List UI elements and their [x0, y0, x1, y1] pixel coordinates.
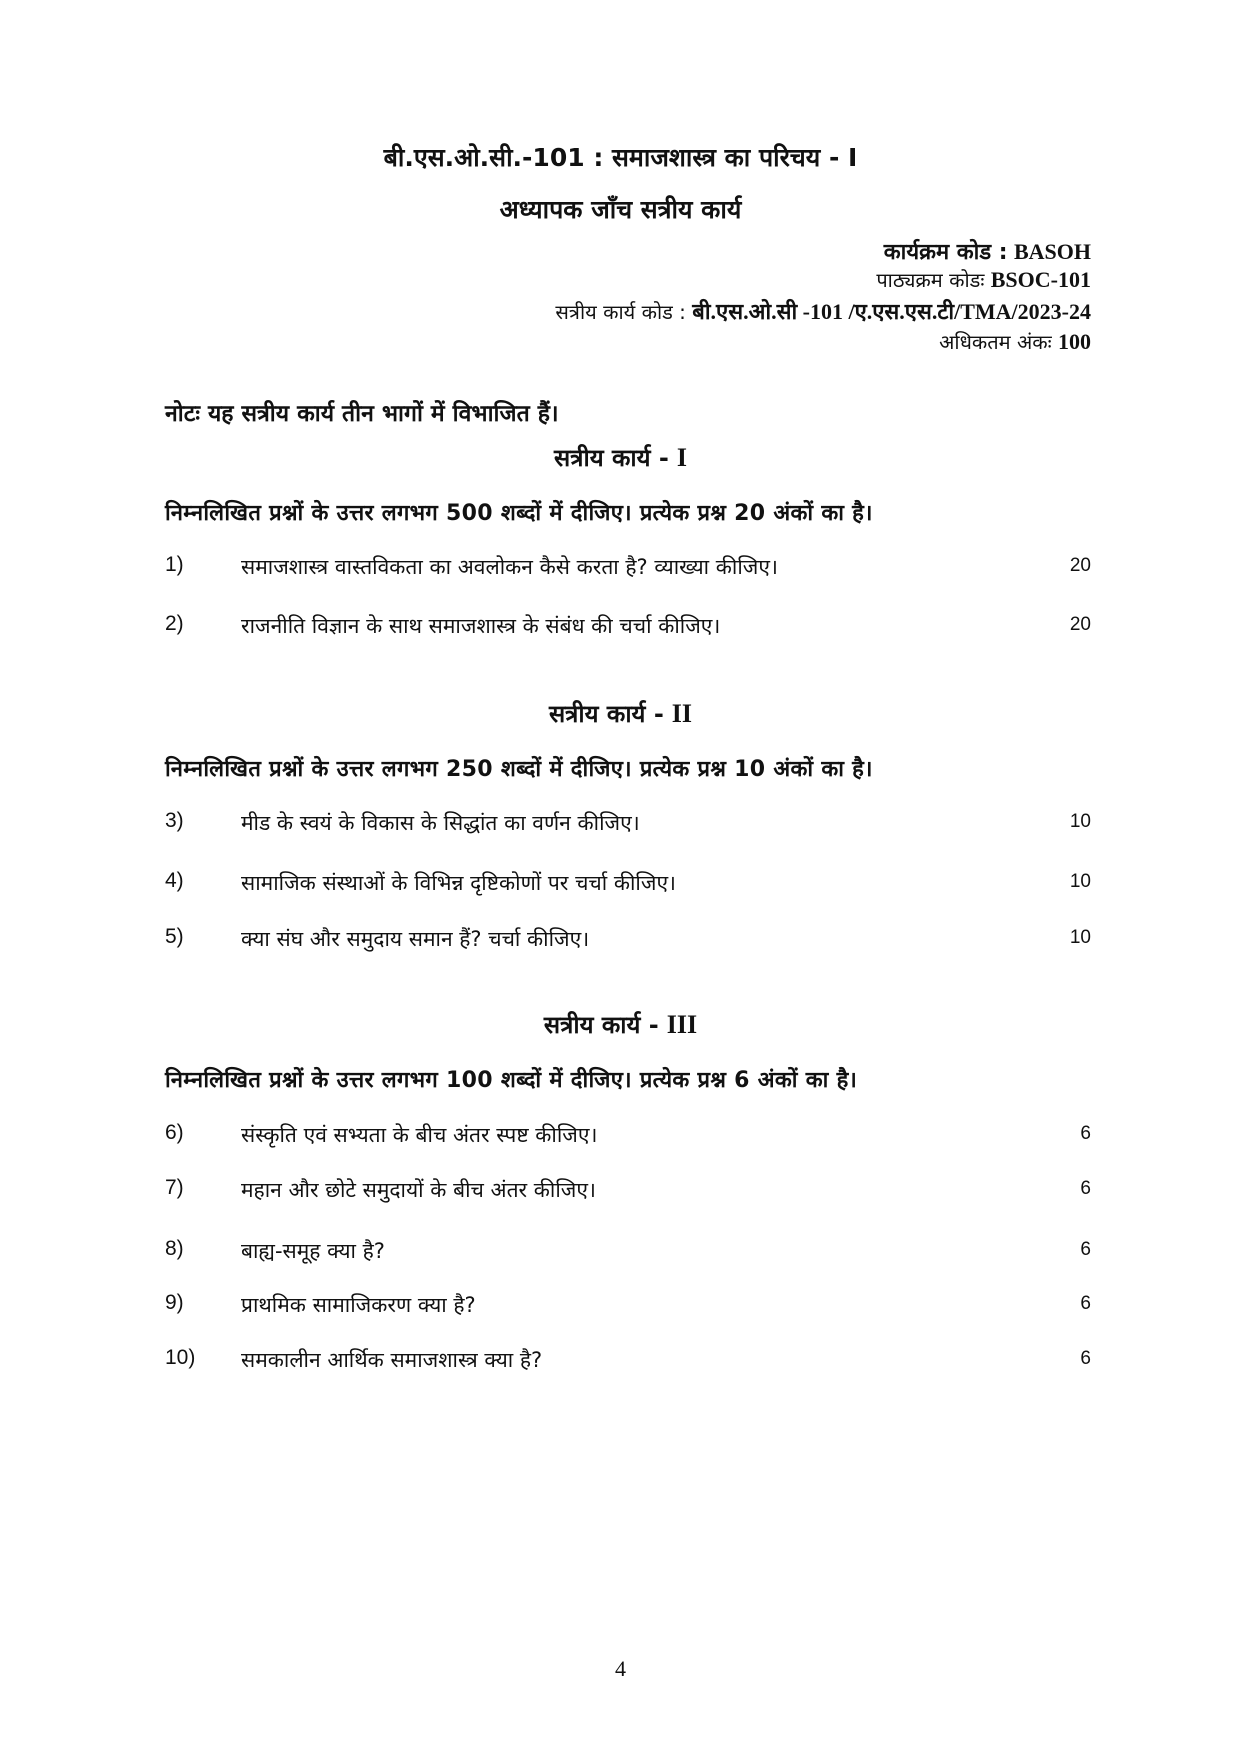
question-text: संस्कृति एवं सभ्यता के बीच अंतर स्पष्ट कीजिए। — [241, 1123, 598, 1147]
question-row — [165, 1176, 1091, 1208]
programme-code-label: कार्यक्रम कोड : — [883, 240, 1008, 265]
section-roman: III — [666, 1010, 698, 1039]
question-row — [165, 1346, 1091, 1378]
section-heading-label: सत्रीय कार्य - — [548, 700, 664, 728]
question-marks: 20 — [1069, 614, 1091, 635]
question-number: 3) — [165, 809, 184, 832]
section-heading — [0, 1008, 1241, 1041]
course-code-value: BSOC-101 — [990, 267, 1091, 292]
page-number: 4 — [615, 1656, 626, 1681]
question-number: 8) — [165, 1237, 184, 1260]
section-heading-label: सत्रीय कार्य - — [554, 444, 669, 472]
section-instruction: निम्नलिखित प्रश्नों के उत्तर लगभग 500 शब्दों में दीजिए। प्रत्येक प्रश्न 20 अंकों का है। — [165, 501, 873, 526]
section-heading — [0, 697, 1241, 730]
question-row — [165, 809, 1091, 841]
assignment-code-value: बी.एस.ओ.सी -101 /ए.एस.एस.टी/TMA/2023-24 — [692, 299, 1091, 324]
question-marks: 6 — [1080, 1123, 1091, 1144]
question-marks: 20 — [1069, 555, 1091, 576]
section-instruction: निम्नलिखित प्रश्नों के उत्तर लगभग 100 शब्दों में दीजिए। प्रत्येक प्रश्न 6 अंकों का है। — [165, 1068, 858, 1093]
section-roman: II — [671, 699, 693, 728]
section-roman: I — [676, 443, 687, 472]
question-row — [165, 1121, 1091, 1153]
question-text: सामाजिक संस्थाओं के विभिन्न दृष्टिकोणों पर चर्चा कीजिए। — [241, 871, 677, 895]
question-row — [165, 925, 1091, 957]
question-marks: 10 — [1069, 871, 1091, 892]
question-marks: 10 — [1069, 927, 1091, 948]
question-marks: 6 — [1080, 1178, 1091, 1199]
question-text: समाजशास्त्र वास्तविकता का अवलोकन कैसे करता है? व्याख्या कीजिए। — [241, 555, 778, 579]
question-number: 6) — [165, 1121, 184, 1144]
question-row — [165, 553, 1091, 585]
question-row — [165, 1237, 1091, 1269]
question-marks: 6 — [1080, 1239, 1091, 1260]
question-number: 1) — [165, 553, 184, 576]
question-text: राजनीति विज्ञान के साथ समाजशास्त्र के संबंध की चर्चा कीजिए। — [241, 614, 721, 638]
question-number: 9) — [165, 1291, 184, 1314]
max-marks-value: 100 — [1058, 329, 1091, 354]
course-code — [876, 266, 1091, 293]
question-text: बाह्य-समूह क्या है? — [241, 1239, 385, 1263]
question-text: क्या संघ और समुदाय समान हैं? चर्चा कीजिए। — [241, 927, 590, 951]
section-heading-label: सत्रीय कार्य - — [543, 1011, 659, 1039]
note: नोटः यह सत्रीय कार्य तीन भागों में विभाजित हैं। — [165, 401, 559, 427]
question-marks: 6 — [1080, 1348, 1091, 1369]
question-marks: 6 — [1080, 1293, 1091, 1314]
course-title: बी.एस.ओ.सी.-101 : समाजशास्त्र का परिचय - I — [383, 143, 858, 172]
question-number: 5) — [165, 925, 184, 948]
programme-code — [884, 236, 1091, 266]
question-row — [165, 1291, 1091, 1323]
question-text: समकालीन आर्थिक समाजशास्त्र क्या है? — [241, 1348, 543, 1372]
question-text: महान और छोटे समुदायों के बीच अंतर कीजिए। — [241, 1178, 596, 1202]
assignment-code-label: सत्रीय कार्य कोड : — [555, 300, 686, 324]
question-row — [165, 869, 1091, 901]
assignment-code — [555, 296, 1091, 326]
course-code-label: पाठ्यक्रम कोडः — [876, 268, 985, 292]
section-heading — [0, 441, 1241, 474]
question-number: 10) — [165, 1346, 196, 1369]
programme-code-value: BASOH — [1013, 239, 1091, 264]
question-row — [165, 612, 1091, 644]
max-marks — [939, 328, 1091, 355]
assignment-subtitle: अध्यापक जाँच सत्रीय कार्य — [499, 195, 742, 224]
max-marks-label: अधिकतम अंकः — [939, 330, 1052, 354]
question-number: 2) — [165, 612, 184, 635]
section-instruction: निम्नलिखित प्रश्नों के उत्तर लगभग 250 शब्दों में दीजिए। प्रत्येक प्रश्न 10 अंकों का है। — [165, 757, 873, 782]
question-number: 4) — [165, 869, 184, 892]
question-text: मीड के स्वयं के विकास के सिद्धांत का वर्णन कीजिए। — [241, 811, 640, 835]
question-number: 7) — [165, 1176, 184, 1199]
question-text: प्राथमिक सामाजिकरण क्या है? — [241, 1293, 476, 1317]
question-marks: 10 — [1069, 811, 1091, 832]
